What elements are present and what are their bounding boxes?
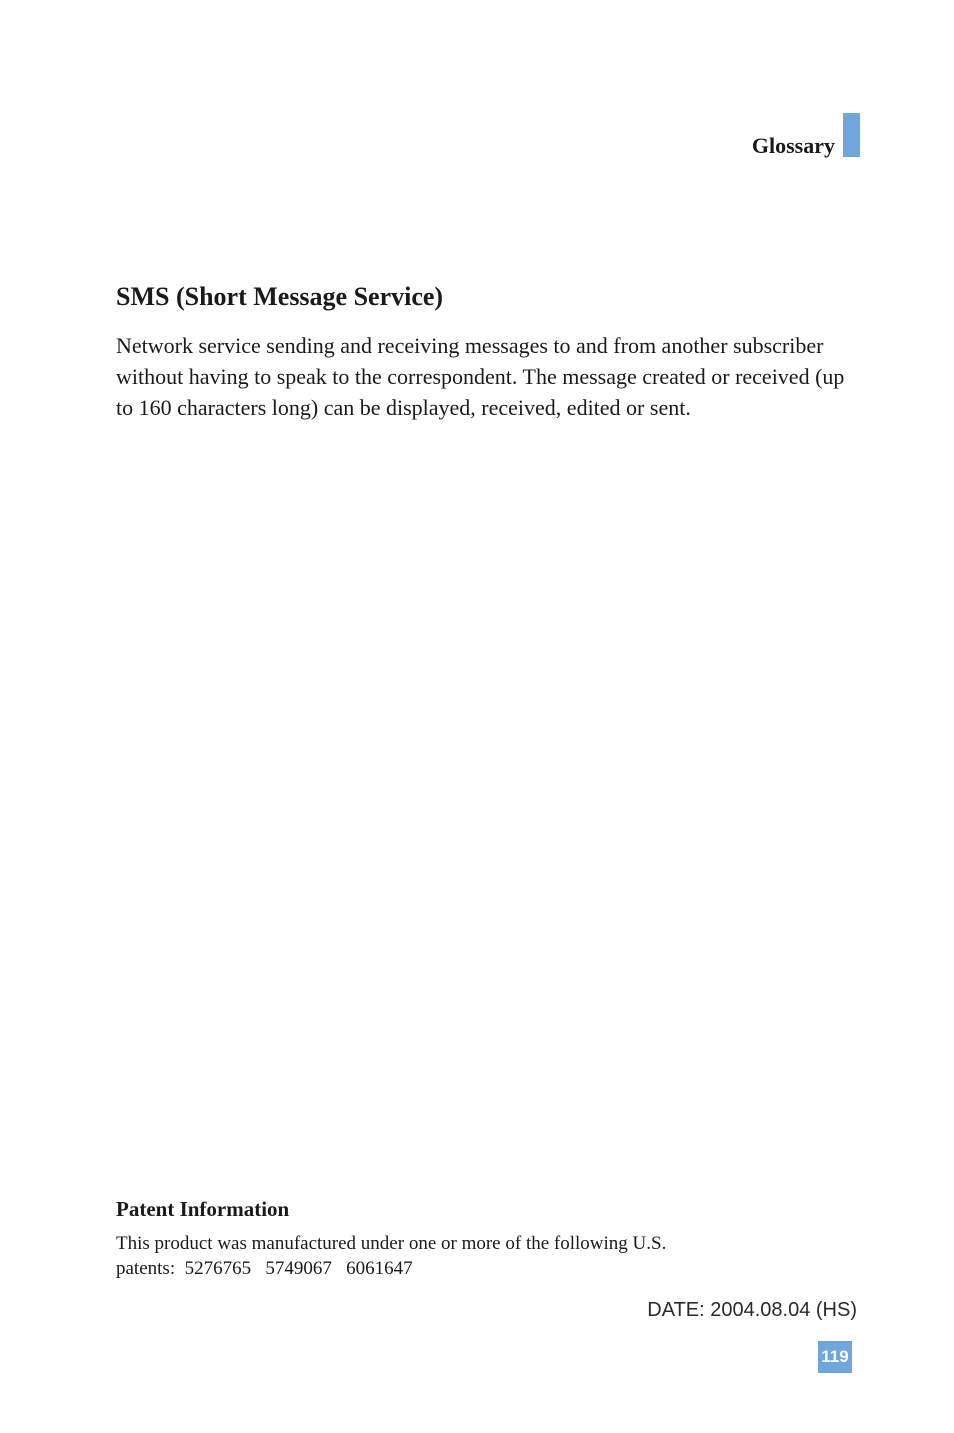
page-number: 119 <box>818 1341 852 1373</box>
date-stamp: DATE: 2004.08.04 (HS) <box>647 1299 857 1321</box>
patent-text-line-1: This product was manufactured under one or more of the following U.S. <box>116 1233 667 1254</box>
patent-text <box>116 1231 796 1281</box>
section-header: Glossary <box>751 133 835 158</box>
term-title: SMS (Short Message Service) <box>116 282 444 311</box>
term-description: Network service sending and receiving messages to and from another subscriber without having to speak to the correspondent. The message created or received (up to 160 characters long) can be displayed, received, edited or sent. <box>116 333 845 420</box>
section-marker-bar <box>843 113 860 157</box>
patent-text-line-2: patents: 5276765 5749067 6061647 <box>116 1258 413 1279</box>
patent-title: Patent Information <box>116 1197 290 1221</box>
